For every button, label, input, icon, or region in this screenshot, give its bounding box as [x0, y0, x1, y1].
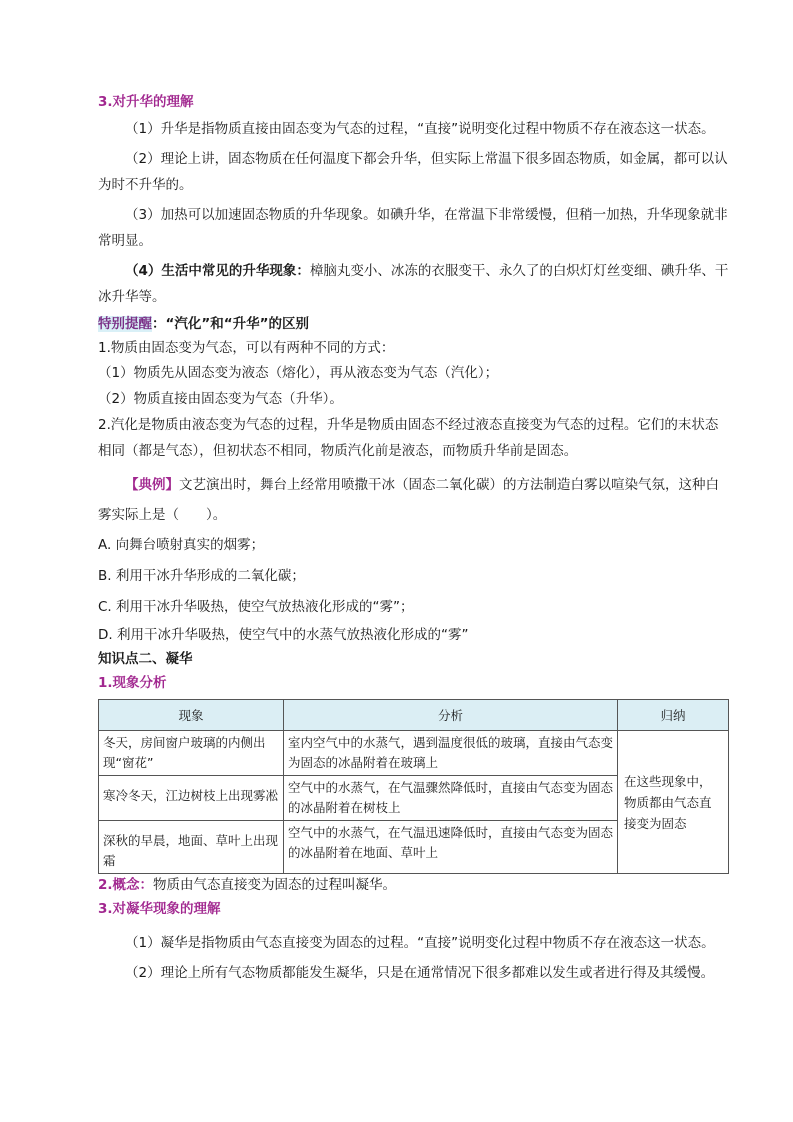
- header-summary: 归纳: [618, 700, 729, 731]
- deposition-table: [98, 699, 729, 874]
- section-title-deposition: 3.对凝华现象的理解: [98, 901, 221, 917]
- cell-phenomenon: 寒冷冬天，江边树枝上出现雾凇: [99, 776, 284, 821]
- option-d: D. 利用干冰升华吸热，使空气中的水蒸气放热液化形成的“雾”: [98, 627, 469, 643]
- tip-item: （2）物质直接由固态变为气态（升华）。: [98, 391, 343, 407]
- life-text: 樟脑丸变小、冰冻的衣服变干、永久了的白炽灯灯丝变细、碘升华、干冰升华等。: [98, 263, 729, 305]
- cell-phenomenon: 冬天，房间窗户玻璃的内侧出现“窗花”: [99, 731, 284, 776]
- paragraph-life-examples: [98, 258, 730, 310]
- kp2-sub1: 1.现象分析: [98, 675, 167, 691]
- option-b: B. 利用干冰升华形成的二氧化碳；: [98, 568, 305, 584]
- paragraph: （2）理论上所有气态物质都能发生凝华，只是在通常情况下很多都难以发生或者进行得及其缓慢。: [125, 965, 715, 981]
- cell-analysis: 空气中的水蒸气，在气温骤然降低时，直接由气态变为固态的冰晶附着在树枝上: [284, 776, 618, 821]
- concept-label: 2.概念：: [98, 877, 154, 893]
- paragraph: （1）凝华是指物质由气态直接变为固态的过程。“直接”说明变化过程中物质不存在液态这一状态。: [125, 935, 715, 951]
- paragraph: （1）升华是指物质直接由固态变为气态的过程，“直接”说明变化过程中物质不存在液态这一状态。: [125, 121, 715, 137]
- header-analysis: 分析: [284, 700, 618, 731]
- example-label: 【典例】: [125, 477, 179, 493]
- option-a: A. 向舞台喷射真实的烟雾；: [98, 537, 265, 553]
- header-phenomenon: 现象: [99, 700, 284, 731]
- tip-heading: [98, 312, 730, 336]
- tip-item: 1.物质由固态变为气态，可以有两种不同的方式：: [98, 340, 395, 356]
- life-label: （4）生活中常见的升华现象：: [125, 263, 310, 279]
- concept-text: 物质由气态直接变为固态的过程叫凝华。: [153, 877, 397, 893]
- document-page: [98, 92, 730, 988]
- tip-label: 特别提醒: [98, 316, 152, 332]
- section-title-sublimation: 3.对升华的理解: [98, 94, 194, 110]
- paragraph: （2）理论上讲，固态物质在任何温度下都会升华，但实际上常温下很多固态物质，如金属，都可以认为时不升华的。: [98, 151, 728, 193]
- cell-analysis: 室内空气中的水蒸气，遇到温度很低的玻璃，直接由气态变为固态的冰晶附着在玻璃上: [284, 731, 618, 776]
- table-row: [99, 731, 729, 776]
- cell-summary: 在这些现象中，物质都由气态直接变为固态: [618, 731, 729, 874]
- option-c: C. 利用干冰升华吸热，使空气放热液化形成的“雾”；: [98, 599, 414, 615]
- tip-title: ：“汽化”和“升华”的区别: [152, 316, 309, 332]
- tip-item: 2.汽化是物质由液态变为气态的过程，升华是物质由固态不经过液态直接变为气态的过程。它们的末状态相同（都是气态），但初状态不相同，物质汽化前是液态，而物质升华前是固态。: [98, 417, 719, 459]
- tip-item: （1）物质先从固态变为液态（熔化），再从液态变为气态（汽化）；: [98, 365, 499, 381]
- paragraph: （3）加热可以加速固态物质的升华现象。如碘升华，在常温下非常缓慢，但稍一加热，升华现象就非常明显。: [98, 207, 728, 249]
- cell-analysis: 空气中的水蒸气，在气温迅速降低时，直接由气态变为固态的冰晶附着在地面、草叶上: [284, 821, 618, 874]
- example-question: [98, 470, 730, 530]
- example-text: 文艺演出时，舞台上经常用喷撒干冰（固态二氧化碳）的方法制造白雾以喧染气氛，这种白雾实际上是（ ）。: [98, 477, 719, 523]
- concept-line: [98, 874, 730, 896]
- kp2-title: 知识点二、凝华: [98, 651, 193, 667]
- table-header-row: [99, 700, 729, 731]
- cell-phenomenon: 深秋的早晨，地面、草叶上出现霜: [99, 821, 284, 874]
